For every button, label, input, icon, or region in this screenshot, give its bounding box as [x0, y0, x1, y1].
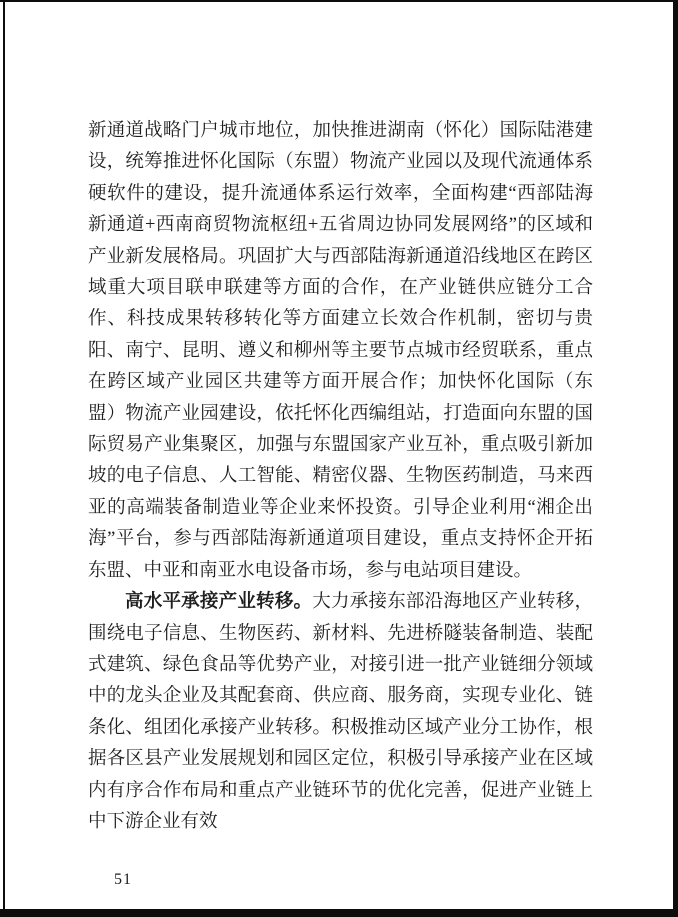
page-edge-bottom: [0, 909, 678, 917]
body-text: [88, 116, 593, 838]
page-edge-left: [3, 0, 5, 917]
page-edge-right: [673, 0, 678, 917]
paragraph-text: 大力承接东部沿海地区产业转移，围绕电子信息、生物医药、新材料、先进桥隧装备制造、装配式建筑、绿色食品等优势产业，对接引进一批产业链细分领域中的龙头企业及其配套商、供应商、服务商，实现专业化、链条化、组团化承接产业转移。积极推动区域产业分工协作，根据各区县产业发展规划和园区定位，积极引导承接产业在区域内有序合作布局和重点产业链环节的优化完善，促进产业链上中下游企业有效: [88, 592, 593, 832]
paragraph-continued: [88, 116, 593, 587]
paragraph-text: 新通道战略门户城市地位，加快推进湖南（怀化）国际陆港建设，统筹推进怀化国际（东盟）物流产业园以及现代流通体系硬软件的建设，提升流通体系运行效率，全面构建“西部陆海新通道+西南商贸物流枢纽+五省周边协同发展网络”的区域和产业新发展格局。巩固扩大与西部陆海新通道沿线地区在跨区域重大项目联申联建等方面的合作，在产业链供应链分工合作、科技成果转移转化等方面建立长效合作机制，密切与贵阳、南宁、昆明、遵义和柳州等主要节点城市经贸联系，重点在跨区域产业园区共建等方面开展合作；加快怀化国际（东盟）物流产业园建设，依托怀化西编组站，打造面向东盟的国际贸易产业集聚区，加强与东盟国家产业互补，重点吸引新加坡的电子信息、人工智能、精密仪器、生物医药制造，马来西亚的高端装备制造业等企业来怀投资。引导企业利用“湘企出海”平台，参与西部陆海新通道项目建设，重点支持怀企开拓东盟、中亚和南亚水电设备市场，参与电站项目建设。: [88, 121, 593, 581]
paragraph-lead-bold: 高水平承接产业转移。: [125, 592, 313, 613]
paragraph-industry-transfer: [88, 587, 593, 838]
page-number: 51: [114, 871, 132, 888]
page-edge-top: [0, 0, 678, 2]
